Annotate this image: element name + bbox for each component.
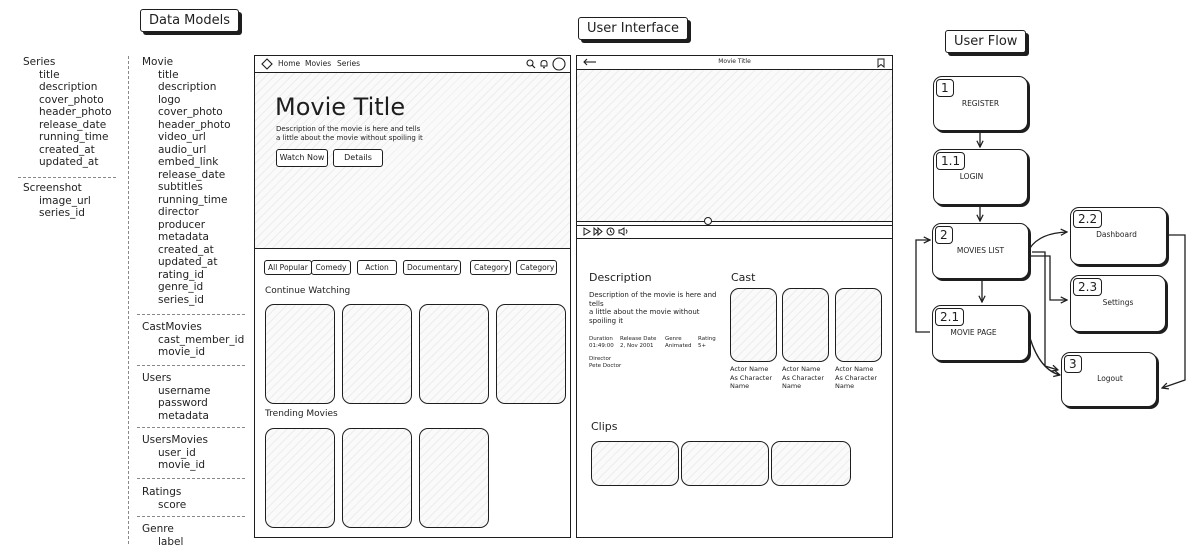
top-bar — [577, 56, 892, 70]
movie-card[interactable] — [265, 304, 335, 404]
model-name: CastMovies — [142, 321, 202, 333]
flow-step-number: 2.1 — [935, 308, 964, 326]
model-cast-movies — [142, 321, 244, 359]
field: updated_at — [39, 156, 99, 168]
flow-movie-page — [932, 305, 1029, 361]
bookmark-icon[interactable] — [877, 58, 885, 68]
movie-card[interactable] — [419, 304, 489, 404]
desc-line: tells — [589, 299, 604, 308]
progress-bar[interactable] — [577, 221, 892, 222]
hero-banner — [255, 73, 570, 249]
cast-caption — [730, 365, 772, 391]
home-screen-wireframe — [254, 55, 571, 538]
clips-heading: Clips — [591, 420, 618, 433]
progress-handle[interactable] — [704, 217, 712, 225]
chip-comedy[interactable]: Comedy — [311, 260, 351, 275]
meta-label: Director — [589, 356, 612, 362]
cast-caption — [835, 365, 877, 391]
field: subtitles — [158, 181, 203, 193]
field: series_id — [39, 207, 85, 219]
field-list — [142, 447, 208, 472]
field: audio_url — [158, 143, 207, 156]
meta-value: Animated — [665, 342, 692, 349]
field: movie_id — [158, 346, 206, 358]
meta-value: 5+ — [698, 342, 707, 349]
divider — [137, 365, 245, 366]
movie-card[interactable] — [342, 428, 412, 528]
movie-card[interactable] — [342, 304, 412, 404]
trending-movies-heading: Trending Movies — [265, 409, 338, 419]
divider — [137, 478, 245, 479]
field-list — [23, 69, 112, 169]
meta-director — [589, 356, 621, 369]
field: embed_link — [158, 156, 219, 168]
arrow-movies-list-settings — [1030, 256, 1067, 300]
flow-label: MOVIES LIST — [956, 246, 1005, 255]
cast-line: As Character — [730, 373, 772, 382]
cast-line: Name — [835, 382, 855, 390]
field: release_date — [158, 168, 226, 181]
field: password — [158, 397, 208, 409]
flow-logout — [1061, 352, 1157, 407]
divider — [137, 516, 245, 517]
field-list — [142, 69, 231, 307]
nav-movies[interactable]: Movies — [305, 59, 332, 68]
data-models-header: Data Models — [140, 9, 239, 32]
cast-line: Name — [730, 382, 750, 390]
field: series_id — [158, 293, 204, 306]
movie-page-title: Movie Title — [718, 58, 751, 65]
field: header_photo — [39, 106, 112, 118]
model-name: Genre — [142, 523, 174, 535]
movie-description — [589, 291, 716, 325]
field: cover_photo — [158, 106, 223, 118]
meta-label: Release Date — [620, 336, 657, 342]
arrow-movie-page-movies-list — [916, 240, 930, 332]
flow-label: Dashboard — [1096, 230, 1137, 239]
play-icon[interactable] — [582, 227, 591, 236]
hero-title: Movie Title — [275, 93, 406, 121]
fast-forward-icon[interactable] — [593, 227, 604, 236]
flow-step-number: 2 — [935, 226, 953, 244]
cast-line: As Character — [782, 373, 824, 382]
field: username — [158, 384, 211, 397]
hero-description — [276, 125, 423, 143]
model-ratings — [142, 486, 186, 511]
user-flow-header: User Flow — [945, 30, 1026, 53]
cast-caption — [782, 365, 824, 391]
field: cover_photo — [39, 93, 104, 106]
field: user_id — [158, 446, 196, 459]
field: metadata — [158, 231, 209, 243]
chip-category[interactable]: Category — [516, 260, 557, 275]
bell-icon[interactable] — [539, 59, 549, 69]
model-name: Series — [23, 56, 56, 68]
flow-label: Settings — [1102, 298, 1134, 307]
desc-line: Description of the movie is here and — [589, 291, 717, 299]
flow-step-number: 2.2 — [1073, 210, 1102, 228]
field-list — [23, 195, 91, 220]
field: producer — [158, 218, 206, 231]
movie-card[interactable] — [496, 304, 566, 404]
model-name: Movie — [142, 56, 174, 68]
divider — [18, 177, 116, 178]
chip-all-popular[interactable]: All Popular — [264, 260, 312, 275]
meta-value: 2, Nov 2001 — [620, 342, 654, 349]
movie-page-wireframe — [576, 55, 893, 538]
model-movie — [142, 56, 231, 306]
continue-watching-heading: Continue Watching — [265, 286, 351, 296]
clip-thumbnail[interactable] — [771, 441, 851, 486]
category-chips — [264, 260, 569, 276]
field: created_at — [39, 143, 95, 156]
field: genre_id — [158, 281, 204, 293]
meta-label: Genre — [665, 336, 682, 342]
search-icon[interactable] — [526, 59, 536, 69]
user-interface-header: User Interface — [578, 17, 688, 40]
meta-release-date — [620, 336, 656, 349]
movie-card[interactable] — [419, 428, 489, 528]
flow-step-number: 3 — [1064, 355, 1082, 373]
meta-label: Rating — [698, 336, 716, 342]
flow-settings — [1070, 275, 1166, 332]
field: release_date — [39, 118, 107, 131]
flow-dashboard — [1070, 207, 1167, 265]
model-name: Users — [142, 372, 172, 384]
clip-thumbnail[interactable] — [681, 441, 769, 486]
cast-photo[interactable] — [835, 288, 882, 362]
divider-vertical — [128, 56, 129, 544]
model-users-movies — [142, 434, 208, 472]
meta-duration — [589, 336, 614, 349]
divider — [137, 427, 245, 428]
chip-category[interactable]: Category — [470, 260, 511, 275]
field: created_at — [158, 243, 214, 256]
chip-action[interactable]: Action — [357, 260, 397, 275]
field: cast_member_id — [158, 333, 245, 346]
details-button[interactable]: Details — [333, 149, 383, 167]
flow-label: Logout — [1097, 374, 1123, 383]
field: title — [158, 68, 179, 81]
field: header_photo — [158, 118, 231, 131]
field: logo — [158, 93, 181, 106]
meta-genre — [665, 336, 692, 349]
field-list — [142, 334, 244, 359]
field: video_url — [158, 131, 206, 143]
player-controls — [577, 225, 892, 239]
video-player[interactable] — [577, 70, 892, 222]
cast-line: As Character — [835, 373, 877, 382]
volume-icon[interactable] — [618, 227, 629, 236]
field: director — [158, 206, 199, 218]
desc-line: a little about the movie without — [589, 308, 700, 316]
hero-desc-line: a little about the movie without spoiling it — [276, 134, 423, 142]
watch-now-button[interactable]: Watch Now — [276, 149, 328, 167]
avatar-icon[interactable] — [552, 57, 566, 71]
flow-movies-list — [932, 223, 1029, 279]
field: description — [158, 81, 217, 93]
cast-heading: Cast — [731, 271, 756, 284]
flow-step-number: 1 — [936, 79, 954, 97]
nav-home[interactable]: Home — [278, 59, 301, 68]
cast-line: Actor Name — [782, 365, 821, 373]
hero-desc-line: Description of the movie is here and tells — [276, 125, 421, 133]
clip-thumbnail[interactable] — [591, 441, 679, 486]
field: movie_id — [158, 459, 206, 471]
description-heading: Description — [589, 271, 652, 284]
arrow-movies-list-dashboard — [1030, 232, 1067, 248]
model-name: Screenshot — [23, 182, 82, 194]
field: label — [158, 535, 184, 548]
logo-diamond-icon — [261, 58, 273, 70]
top-nav — [255, 56, 570, 73]
desc-line: spoiling it — [589, 316, 624, 325]
divider — [137, 314, 245, 315]
field: running_time — [39, 131, 109, 143]
model-users — [142, 372, 211, 422]
flow-label: MOVIE PAGE — [950, 328, 997, 337]
field: rating_id — [158, 268, 204, 281]
flow-register — [933, 76, 1028, 131]
field-list — [142, 536, 183, 549]
meta-value: Pete Doctor — [589, 362, 622, 369]
flow-label: LOGIN — [959, 172, 984, 181]
cast-line: Name — [782, 382, 802, 390]
meta-label: Duration — [589, 336, 613, 342]
cast-photo[interactable] — [730, 288, 777, 362]
meta-rating — [698, 336, 716, 349]
model-name: Ratings — [142, 486, 182, 498]
nav-series[interactable]: Series — [337, 59, 361, 68]
model-name: UsersMovies — [142, 434, 208, 446]
field: description — [39, 81, 98, 93]
flow-step-number: 1.1 — [936, 152, 965, 170]
chip-documentary[interactable]: Documentary — [403, 260, 461, 275]
field: running_time — [158, 193, 228, 206]
field: title — [39, 68, 60, 81]
flow-label: REGISTER — [961, 99, 1000, 108]
cast-photo[interactable] — [782, 288, 829, 362]
field: metadata — [158, 409, 209, 422]
flow-step-number: 2.3 — [1073, 278, 1102, 296]
movie-card[interactable] — [265, 428, 335, 528]
model-series — [23, 56, 112, 169]
model-screenshot — [23, 182, 91, 220]
field: score — [158, 498, 187, 511]
cast-line: Actor Name — [835, 365, 874, 373]
clock-icon[interactable] — [606, 227, 615, 236]
model-genre — [142, 523, 183, 548]
field-list — [142, 499, 186, 512]
field-list — [142, 385, 211, 423]
cast-line: Actor Name — [730, 365, 769, 373]
field: updated_at — [158, 256, 218, 268]
field: image_url — [39, 194, 91, 207]
meta-value: 01:49:00 — [589, 342, 614, 349]
flow-login — [933, 149, 1028, 205]
